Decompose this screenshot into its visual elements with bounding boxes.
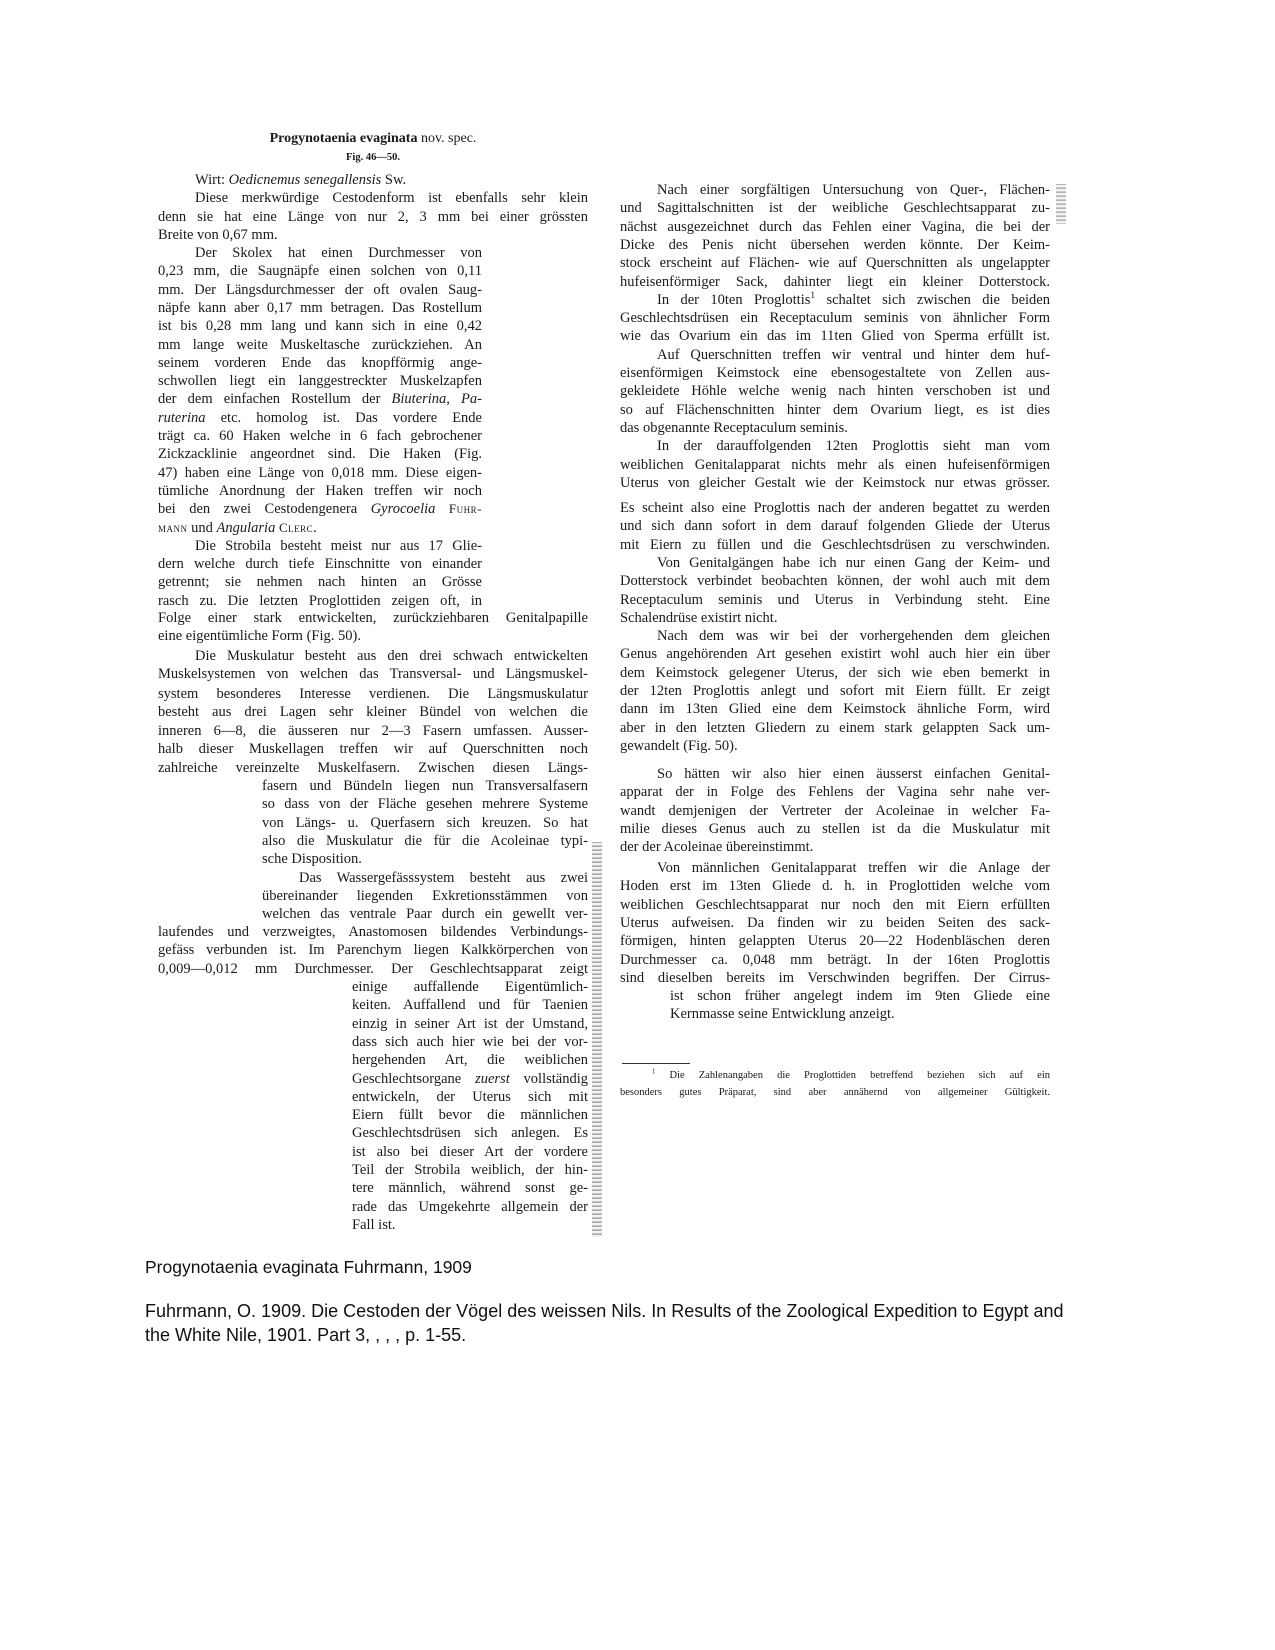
text-line: Von Genitalgängen habe ich nur einen Gang der Keim- und [657, 554, 1050, 571]
text-line: und Sagittalschnitten ist der weibliche Geschlechtsapparat zu- [620, 200, 1050, 217]
text-line: mm lange weite Muskeltasche zurückziehen. An [158, 336, 482, 353]
italic-term: Biuterina, Pa- [391, 391, 482, 408]
text-line: Uterus von gleicher Gestalt wie der Keimstock nur etwas grösser. [620, 474, 1050, 491]
text-line: Die Strobila besteht meist nur aus 17 Glie- [195, 537, 482, 554]
text-line: getrennt; sie nehmen nach hinten an Grösse [158, 574, 482, 591]
text-line: gewandelt (Fig. 50). [620, 737, 738, 754]
text-line: Von männlichen Genitalapparat treffen wir die Anlage der [657, 860, 1050, 876]
text-line: welchen das ventrale Paar durch ein gewellt ver- [262, 906, 588, 923]
text-line: eisenförmigen Keimstock eine ebensogestaltete von Zellen aus- [620, 365, 1050, 381]
text-line: dem Keimstock gelegener Uterus, der sich wie eben bemerkt in [620, 664, 1050, 681]
text-line: Nach einer sorgfältigen Untersuchung von Quer-, Flächen- [657, 182, 1050, 198]
text-line: Breite von 0,67 mm. [158, 226, 278, 243]
text-line: ruterina etc. homolog ist. Das vordere Ende [158, 409, 482, 426]
author-name: Clerc [278, 519, 314, 535]
text-line: Zickzacklinie angeordnet sind. Die Haken (Fig. [158, 446, 482, 463]
text-line: Schalendrüse existirt nicht. [620, 609, 778, 626]
text-line: stock erscheint auf Flächen- wie auf Querschnitten als ungelappter [620, 255, 1050, 272]
footnote-marker: 1 [652, 1068, 656, 1076]
text-line: apparat der in Folge des Fehlens der Vagina sehr nahe ver- [620, 784, 1050, 801]
text-line: Teil der Strobila weiblich, der hin- [352, 1162, 588, 1178]
text-line: mm. Der Längsdurchmesser der oft ovalen Saug- [158, 281, 482, 298]
text-line: halb dieser Muskellagen treffen wir auf Querschnitten noch [158, 741, 588, 757]
text-line: Muskelsystemen von welchen das Transversal- und Längsmuskel- [158, 666, 588, 682]
text-line: Eiern füllt bevor die männlichen [352, 1107, 588, 1124]
text-line: sche Disposition. [262, 851, 362, 868]
text-line: ist schon früher angelegt indem im 9ten Gliede eine [670, 988, 1050, 1004]
text-line: Es scheint also eine Proglottis nach der anderen begattet zu werden [620, 500, 1050, 516]
text-line: das obgenannte Receptaculum seminis. [620, 419, 848, 436]
text-line: sind dieselben bereits im Verschwinden begriffen. Der Cirrus- [620, 969, 1050, 986]
text-line: näpfe kann aber 0,17 mm betragen. Das Rostellum [158, 299, 482, 316]
text-line: so auf Flächenschnitten hinter dem Ovarium liegt, es ist dies [620, 401, 1050, 418]
text-line: tere männlich, während sonst ge- [352, 1180, 588, 1197]
text-line: rade das Umgekehrte allgemein der [352, 1198, 588, 1215]
text-line: Nach dem was wir bei der vorhergehenden dem gleichen [657, 628, 1050, 645]
text-line: bei den zwei Cestodengenera Gyrocoelia Fuhr- [158, 501, 483, 518]
text-line: zahlreiche vereinzelte Muskelfasern. Zwischen diesen Längs- [158, 760, 588, 776]
author-name: Fuhr- [448, 501, 483, 517]
text-line: Geschlechtsorgane zuerst vollständig [352, 1070, 588, 1087]
text-line: förmigen, hinten gelappten Uterus 20—22 Hodenbläschen deren [620, 933, 1050, 950]
text-line: inneren 6—8, die äusseren nur 2—3 Fasern umfassen. Ausser- [158, 723, 588, 739]
italic-term: Angularia [216, 519, 276, 536]
text-line: hufeisenförmiger Sack, dahinter liegt ein kleiner Dotterstock. [620, 273, 1050, 290]
text-line: schwollen liegt ein langgestreckter Muskelzapfen [158, 373, 482, 390]
text-line: Uterus aufweisen. Da finden wir zu beiden Seiten des sack- [620, 914, 1050, 931]
text-line: besteht aus drei Lagen sehr kleiner Bündel von welchen die [158, 704, 588, 720]
text-line: 0,009—0,012 mm Durchmesser. Der Geschlechtsapparat zeigt [158, 960, 588, 977]
text-line: In der darauffolgenden 12ten Proglottis sieht man vom [657, 438, 1050, 455]
text-line: denn sie hat eine Länge von nur 2, 3 mm bei einer grössten [158, 208, 588, 225]
text-line: und sich dann sofort in dem darauf folgenden Gliede der Uterus [620, 518, 1050, 535]
text-line: mann und Angularia Clerc. [158, 519, 317, 536]
citation: Fuhrmann, O. 1909. Die Cestoden der Vögel des weissen Nils. In Results of the Zoological Expedition to Egypt and the White Nile, 1901. Part 3, , , , p. 1-55. [145, 1301, 1064, 1345]
text-line: Geschlechtsdrüsen ein Receptaculum seminis von ähnlicher Form [620, 310, 1050, 327]
italic-term: Oedicnemus senegallensis [228, 172, 382, 188]
text-line: der der Acoleinae übereinstimmt. [620, 839, 814, 856]
text-line: 47) haben eine Länge von 0,018 mm. Diese eigen- [158, 464, 482, 481]
text-line: Receptaculum seminis und Uterus in Verbindung steht. Eine [620, 591, 1050, 608]
text-line: 0,23 mm, die Saugnäpfe einen solchen von 0,11 [158, 263, 482, 280]
text-line: system besonderes Interesse verdienen. Die Längsmuskulatur [158, 686, 588, 702]
species-status: nov. spec. [417, 131, 477, 146]
text-line: mit Eiern zu füllen und die Geschlechtsdrüsen zu verschwinden. [620, 536, 1050, 553]
text-line: Dicke des Penis nicht übersehen werden könnte. Der Keim- [620, 236, 1050, 253]
footnote-divider [622, 1063, 690, 1064]
text-line: Der Skolex hat einen Durchmesser von [195, 245, 482, 261]
text-line: Wirt: Oedicnemus senegallensis Sw. [195, 172, 407, 188]
text-line: der dem einfachen Rostellum der Biuterina, Pa- [158, 391, 482, 408]
text-line: milie dieses Genus auch zu stellen ist da die Muskulatur mit [620, 820, 1050, 837]
text-line: ist bis 0,28 mm lang und kann sich in eine 0,42 [158, 318, 482, 335]
text-line: also die Muskulatur die für die Acoleinae typi- [262, 832, 588, 849]
species-heading [158, 131, 588, 147]
scan-artifact [1056, 184, 1066, 224]
text-line: Geschlechtsdrüsen sich anlegen. Es [352, 1125, 588, 1142]
text-line: entwickeln, der Uterus sich mit [352, 1088, 588, 1105]
text-line: hergehenden Art, die weiblichen [352, 1052, 588, 1069]
text-line: trägt ca. 60 Haken welche in 6 fach gebrochener [158, 428, 482, 444]
text-line: ist also bei dieser Art der vordere [352, 1143, 588, 1160]
text-line: Diese merkwürdige Cestodenform ist ebenfalls sehr klein [195, 190, 588, 207]
text-line: Das Wassergefässsystem besteht aus zwei [299, 869, 588, 886]
caption-species: Progynotaenia evaginata Fuhrmann, 1909 [145, 1257, 472, 1277]
text-line: Fall ist. [352, 1216, 396, 1233]
footnote-line: $^1$ Die Zahlenangaben die Proglottiden betreffend beziehen sich auf ein [652, 1068, 1050, 1081]
text-line: von Längs- u. Querfasern sich kreuzen. So hat [262, 814, 588, 831]
text-line: Folge einer stark entwickelten, zurückziehbaren Genitalpapille [158, 610, 588, 626]
text-line: Die Muskulatur besteht aus den drei schwach entwickelten [195, 648, 588, 664]
text-line: wie das Ovarium ein das im 11ten Glied von Sperma erfüllt ist. [620, 328, 1050, 345]
italic-term: zuerst [475, 1070, 510, 1087]
text-line: übereinander liegenden Exkretionsstämmen von [262, 887, 588, 904]
text-line: Dotterstock verbindet beobachten können, der wohl auch mit dem [620, 573, 1050, 590]
text-line: gefäss verbunden ist. Im Parenchym liegen Kalkkörperchen von [158, 942, 588, 959]
text-line: aber in den letzten Gliedern zu einem stark gelappten Sack um- [620, 719, 1050, 736]
text-line: tümliche Anordnung der Haken treffen wir noch [158, 482, 482, 499]
text-line: Kernmasse seine Entwicklung anzeigt. [670, 1006, 895, 1023]
footnote-line: besonders gutes Präparat, sind aber annähernd von allgemeiner Gültigkeit. [620, 1087, 1050, 1098]
italic-term: ruterina [158, 409, 206, 426]
text-line: einzig in seiner Art ist der Umstand, [352, 1015, 588, 1032]
text-line: fasern und Bündeln liegen nun Transversalfasern [262, 778, 588, 794]
text-line: keiten. Auffallend und für Taenien [352, 997, 588, 1014]
author-name: mann [158, 519, 188, 535]
text-line: rasch zu. Die letzten Proglottiden zeigen oft, in [158, 592, 482, 609]
figure-reference: Fig. 46—50. [346, 152, 400, 163]
text-line: dann im 13ten Glied eine dem Keimstock ähnliche Form, wird [620, 701, 1050, 718]
text-line: gekleidete Höhle welche wenig nach hinten verschoben ist und [620, 383, 1050, 400]
text-line: laufendes und verzweigtes, Anastomosen bildendes Verbindungs- [158, 924, 588, 940]
text-line: so dass von der Fläche gesehen mehrere Systeme [262, 796, 588, 813]
text-line: Auf Querschnitten treffen wir ventral und hinter dem huf- [657, 346, 1050, 363]
text-line: seinem vorderen Ende das knopfförmig ange- [158, 354, 482, 371]
text-line: weiblichen Geschlechtsapparat nur noch den mit Eiern erfüllten [620, 896, 1050, 913]
text-line: Genus angehörenden Art gesehen existirt wohl auch hier ein über [620, 646, 1050, 663]
text-line: weiblichen Genitalapparat nichts mehr als einen hufeisenförmigen [620, 456, 1050, 473]
species-name: Progynotaenia evaginata [269, 131, 418, 146]
text-line: der 12ten Proglottis anlegt und sofort mit Eiern füllt. Er zeigt [620, 683, 1050, 699]
text-line: Hoden erst im 13ten Gliede d. h. in Proglottiden welche vom [620, 878, 1050, 895]
text-line: So hätten wir also hier einen äusserst einfachen Genital- [657, 766, 1050, 782]
footnote-marker: 1 [810, 290, 816, 301]
text-line: dass sich auch hier wie bei der vor- [352, 1033, 588, 1050]
text-line: In der 10ten Proglottis$^1$ schaltet sich zwischen die beiden [657, 290, 1050, 308]
text-line: nächst ausgezeichnet durch das Fehlen einer Vagina, die bei der [620, 218, 1050, 235]
text-line: eine eigentümliche Form (Fig. 50). [158, 628, 361, 644]
text-line: Durchmesser ca. 0,048 mm beträgt. In der 16ten Proglottis [620, 951, 1050, 968]
italic-term: Gyrocoelia [370, 501, 436, 518]
text-line: dern welche durch tiefe Einschnitte von einander [158, 556, 482, 573]
text-line: wandt demjenigen der Vertreter der Acoleinae in welcher Fa- [620, 802, 1050, 819]
scan-artifact [592, 842, 602, 1237]
text-line: einige auffallende Eigentümlich- [352, 979, 588, 995]
